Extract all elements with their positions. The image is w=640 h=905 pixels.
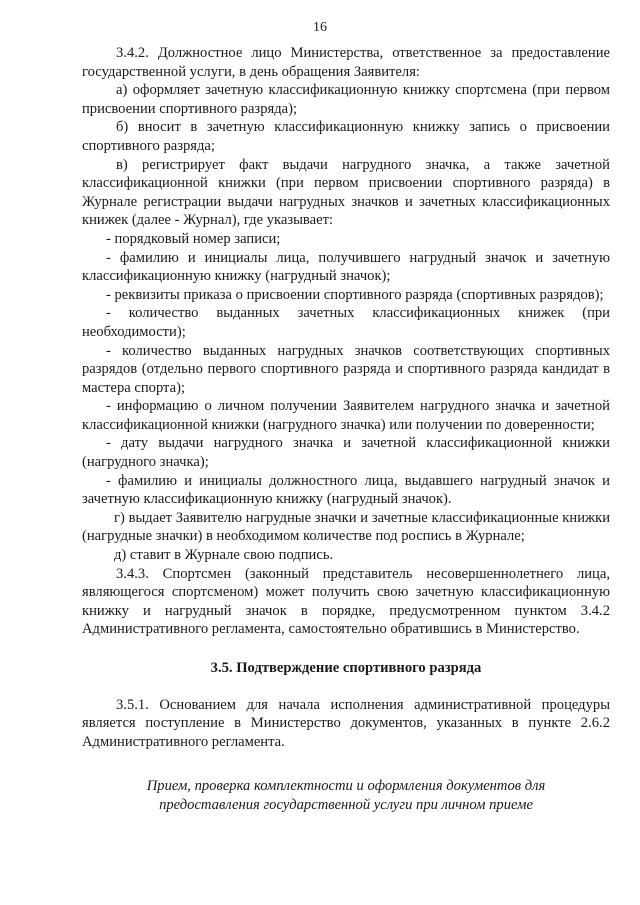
bullet-badges-count: - количество выданных нагрудных значков соответствующих спортивных разрядов (отдельно первого спортивного разряда и спортивного разряда кандидат в мастера спорта); — [82, 342, 610, 396]
bullet-receipt-info: - информацию о личном получении Заявителем нагрудного значка и зачетной классификационной книжки (нагрудного значка) или получении по доверенности; — [82, 398, 610, 433]
bullet-booklets-count: - количество выданных зачетных классификационных книжек (при необходимости); — [82, 305, 610, 340]
bullet-official-name: - фамилию и инициалы должностного лица, выдавшего нагрудный значок и зачетную классификационную книжку (нагрудный значок). — [82, 472, 610, 508]
list-item-v: в) регистрирует факт выдачи нагрудного значка, а также зачетной классификационной книжки (при первом присвоении спортивного разряда) в Журнале регистрации выдачи нагрудных значков и зачетных классификационных книжек (далее - Журнал), где указывает: — [82, 156, 610, 229]
page-number: 16 — [313, 20, 327, 35]
list-item-d: д) ставит в Журнале свою подпись. — [114, 547, 334, 564]
bullet-issue-date: - дату выдачи нагрудного значка и зачетной классификационной книжки (нагрудного значка); — [82, 435, 610, 471]
section-heading: 3.5. Подтверждение спортивного разряда — [210, 660, 482, 676]
paragraph-3-5-1: 3.5.1. Основанием для начала исполнения административной процедуры является поступление в Министерство документов, указанных в пункте 2.6.2 Административного регламента. — [82, 696, 610, 750]
paragraph-3-4-3: 3.4.3. Спортсмен (законный представитель несовершеннолетнего лица, являющегося спортсменом) может получить свою зачетную классификационную книжку и нагрудный значок в порядке, предусмотренном пунктом 3.4.2 Административного регламента, самостоятельно обратившись в Министерство. — [82, 565, 610, 638]
italic-subheading: Прием, проверка комплектности и оформления документов для предоставления государственной услуги при личном приеме — [146, 778, 546, 813]
list-item-a: а) оформляет зачетную классификационную книжку спортсмена (при первом присвоении спортивного разряда); — [82, 82, 610, 117]
bullet-record-number: - порядковый номер записи; — [106, 230, 281, 247]
bullet-order-details: - реквизиты приказа о присвоении спортивного разряда (спортивных разрядов); — [106, 286, 604, 303]
document-body — [82, 44, 610, 815]
bullet-recipient-name: - фамилию и инициалы лица, получившего нагрудный значок и зачетную классификационную книжку (нагрудный значок); — [82, 249, 610, 285]
list-item-g: г) выдает Заявителю нагрудные значки и зачетные классификационные книжки (нагрудные значки) в необходимом количестве под роспись в Журнале; — [82, 509, 610, 545]
list-item-b: б) вносит в зачетную классификационную книжку запись о присвоении спортивного разряда; — [82, 119, 610, 154]
paragraph-3-4-2: 3.4.2. Должностное лицо Министерства, ответственное за предоставление государственной услуги, в день обращения Заявителя: — [82, 45, 610, 80]
